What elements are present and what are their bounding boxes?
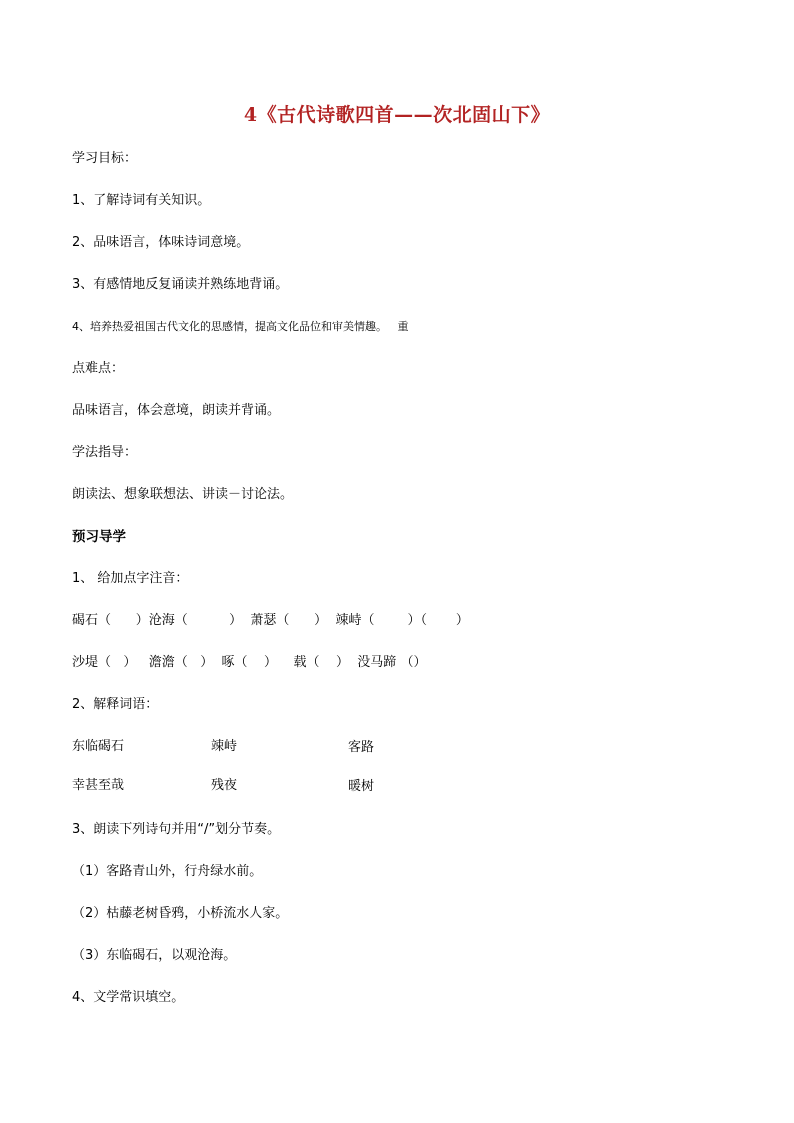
question-1: 1、 给加点字注音：	[72, 571, 189, 586]
sentence-2: （2）枯藤老树昏鸦，小桥流水人家。	[72, 906, 289, 921]
preview-heading: 预习导学	[72, 529, 126, 545]
question-4: 4、文学常识填空。	[72, 990, 185, 1005]
question-2: 2、解释词语：	[72, 697, 159, 712]
keypoints-text: 品味语言，体会意境，朗读并背诵。	[72, 403, 281, 418]
method-heading: 学法指导：	[72, 445, 138, 460]
page-title: 4《古代诗歌四首——次北固山下》	[243, 104, 551, 126]
question-3: 3、朗读下列诗句并用“/”划分节奏。	[72, 822, 281, 837]
term-5: 残夜	[211, 778, 238, 793]
goal-item-1: 1、了解诗词有关知识。	[72, 193, 211, 208]
method-text: 朗读法、想象联想法、讲读－讨论法。	[72, 487, 294, 502]
sentence-1: （1）客路青山外，行舟绿水前。	[72, 864, 263, 879]
sentence-3: （3）东临碣石，以观沧海。	[72, 948, 237, 963]
phonetics-row-2: 沙堤（ ） 澹澹（ ） 啄（ ） 载（ ） 没马蹄 （）	[72, 655, 427, 670]
goal-item-2: 2、品味语言，体味诗词意境。	[72, 235, 250, 250]
goals-heading: 学习目标：	[72, 151, 138, 166]
term-4: 幸甚至哉	[72, 778, 125, 793]
term-2: 竦峙	[211, 739, 238, 754]
term-6: 暖树	[348, 779, 375, 794]
phonetics-row-1: 碣石（ ）沧海（ ） 萧瑟（ ） 竦峙（ ）（ ）	[72, 613, 469, 628]
goal-item-4: 4、培养热爱祖国古代文化的思感情，提高文化品位和审美情趣。 重	[72, 320, 409, 333]
term-1: 东临碣石	[72, 739, 125, 754]
keypoints-heading: 点难点：	[72, 361, 125, 376]
goal-item-3: 3、有感情地反复诵读并熟练地背诵。	[72, 277, 289, 292]
term-3: 客路	[348, 740, 375, 755]
